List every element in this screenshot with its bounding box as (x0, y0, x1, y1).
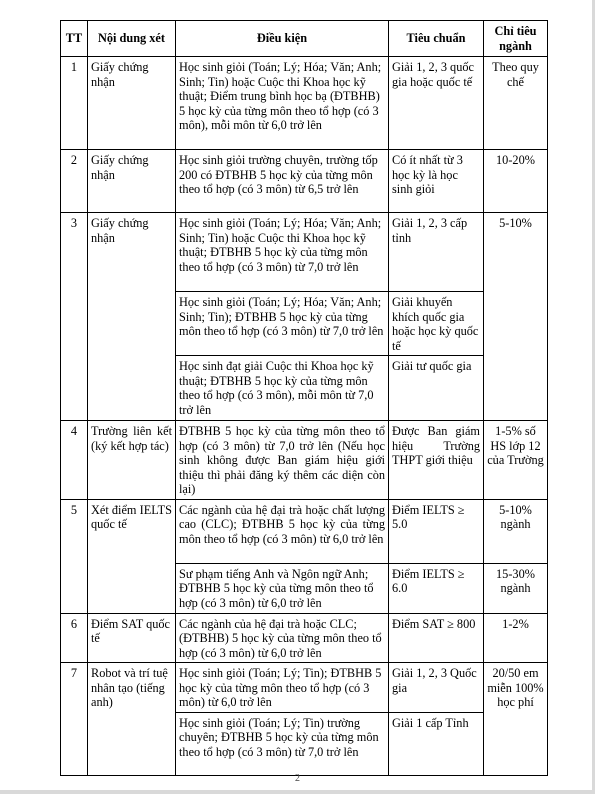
row-condition: Học sinh giỏi (Toán; Lý; Tin); ĐTBHB 5 học kỳ của từng môn theo tổ hợp (có 3 môn) từ 6,0 trở lên (176, 663, 389, 713)
header-standard: Tiêu chuẩn (389, 21, 484, 57)
row-standard: Điểm SAT ≥ 800 (389, 613, 484, 663)
row-number: 3 (61, 213, 88, 421)
row-standard: Giải khuyến khích quốc gia hoặc học kỳ quốc tế (389, 292, 484, 356)
row-quota: 20/50 em miễn 100% học phí (484, 663, 548, 776)
row-standard: Được Ban giám hiệu Trường THPT giới thiệu (389, 421, 484, 500)
row-quota: 15-30% ngành (484, 563, 548, 613)
row-condition: Học sinh giỏi (Toán; Lý; Hóa; Văn; Anh; Sinh; Tin) hoặc Cuộc thi Khoa học kỹ thuật; Điểm trung bình học bạ (ĐTBHB) 5 học kỳ của từng môn theo tổ hợp (có 3 môn), mỗi môn từ 6,0 trở lên (176, 57, 389, 150)
table-row (61, 213, 548, 292)
row-condition: Sư phạm tiếng Anh và Ngôn ngữ Anh; ĐTBHB 5 học kỳ của từng môn theo tổ hợp (có 3 môn) từ 6,0 trở lên (176, 563, 389, 613)
row-number: 7 (61, 663, 88, 776)
row-quota: 1-2% (484, 613, 548, 663)
row-standard: Giải 1 cấp Tỉnh (389, 712, 484, 775)
row-standard: Điểm IELTS ≥ 6.0 (389, 563, 484, 613)
row-standard: Giải 1, 2, 3 cấp tỉnh (389, 213, 484, 292)
row-condition: Học sinh đạt giải Cuộc thi Khoa học kỹ thuật; ĐTBHB 5 học kỳ của từng môn theo tổ hợp (có 3 môn), mỗi môn từ 7,0 trở lên (176, 356, 389, 421)
row-number: 5 (61, 499, 88, 613)
row-content: Xét điểm IELTS quốc tế (88, 499, 176, 613)
header-tt: TT (61, 21, 88, 57)
row-condition: Học sinh giỏi (Toán; Lý; Hóa; Văn; Anh; Sinh; Tin); ĐTBHB 5 học kỳ của từng môn theo tổ hợp (có 3 môn) từ 7,0 trở lên (176, 292, 389, 356)
row-content: Giấy chứng nhận (88, 213, 176, 421)
header-content: Nội dung xét (88, 21, 176, 57)
header-row (61, 21, 548, 57)
row-number: 4 (61, 421, 88, 500)
row-standard: Có ít nhất từ 3 học kỳ là học sinh giỏi (389, 150, 484, 213)
table-row (61, 421, 548, 500)
page-bottom-shadow (0, 790, 595, 794)
row-content: Robot và trí tuệ nhân tạo (tiếng anh) (88, 663, 176, 776)
row-standard: Giải tư quốc gia (389, 356, 484, 421)
admission-criteria-table (60, 20, 548, 776)
table-row (61, 150, 548, 213)
row-standard: Giải 1, 2, 3 quốc gia hoặc quốc tế (389, 57, 484, 150)
row-quota: Theo quy chế (484, 57, 548, 150)
row-standard: Giải 1, 2, 3 Quốc gia (389, 663, 484, 713)
header-quota: Chỉ tiêu ngành (484, 21, 548, 57)
page-number: 2 (295, 773, 300, 784)
row-condition: Các ngành của hệ đại trà hoặc chất lượng cao (CLC); ĐTBHB 5 học kỳ của từng môn theo tổ hợp (có 3 môn) từ 6,0 trở lên (176, 499, 389, 563)
row-quota: 10-20% (484, 150, 548, 213)
row-content: Giấy chứng nhận (88, 57, 176, 150)
table-row (61, 613, 548, 663)
row-condition: Học sinh giỏi (Toán; Lý; Tin) trường chuyên; ĐTBHB 5 học kỳ của từng môn theo tổ hợp (có 3 môn) từ 7,0 trở lên (176, 712, 389, 775)
table-row (61, 663, 548, 713)
row-number: 1 (61, 57, 88, 150)
row-condition: ĐTBHB 5 học kỳ của từng môn theo tổ hợp (có 3 môn) từ 7,0 trở lên (Nếu học sinh không được Ban giám hiệu giới thiệu thì phải đăng ký thêm các diện còn lại) (176, 421, 389, 500)
row-quota: 1-5% số HS lớp 12 của Trường (484, 421, 548, 500)
table-row (61, 57, 548, 150)
row-content: Điểm SAT quốc tế (88, 613, 176, 663)
row-condition: Các ngành của hệ đại trà hoặc CLC; (ĐTBHB) 5 học kỳ của từng môn theo tổ hợp (có 3 môn) từ 6,0 trở lên (176, 613, 389, 663)
row-quota: 5-10% ngành (484, 499, 548, 563)
table-row (61, 499, 548, 563)
row-quota: 5-10% (484, 213, 548, 421)
row-content: Trường liên kết (ký kết hợp tác) (88, 421, 176, 500)
row-condition: Học sinh giỏi trường chuyên, trường tốp 200 có ĐTBHB 5 học kỳ của từng môn theo tổ hợp (có 3 môn) từ 6,5 trở lên (176, 150, 389, 213)
header-condition: Điều kiện (176, 21, 389, 57)
row-condition: Học sinh giỏi (Toán; Lý; Hóa; Văn; Anh; Sinh; Tin) hoặc Cuộc thi Khoa học kỹ thuật; ĐTBHB 5 học kỳ của từng môn theo tổ hợp (có 3 môn) từ 7,0 trở lên (176, 213, 389, 292)
row-standard: Điểm IELTS ≥ 5.0 (389, 499, 484, 563)
row-content: Giấy chứng nhận (88, 150, 176, 213)
row-number: 6 (61, 613, 88, 663)
row-number: 2 (61, 150, 88, 213)
